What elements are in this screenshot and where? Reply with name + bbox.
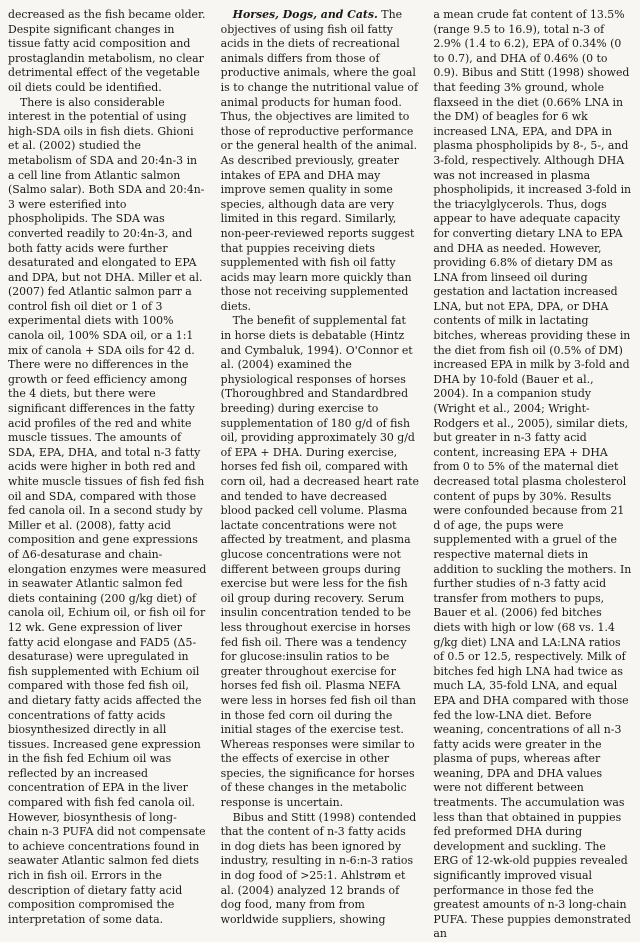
paragraph: There is also considerable interest in the potential of using high-SDA oils in fish diets. Ghioni et al. (2002) studied the metabolism of SDA and 20:4n-3 in a cell line from Atlantic salmon (Salmo salar). Both SDA and 20:4n-3 were esterified into phospholipids. The SDA was converted readily to 20:4n-3, and both fatty acids were further desaturated and elongated to EPA and DPA, but not DHA. Miller et al. (2007) fed Atlantic salmon parr a control fish oil diet or 1 of 3 experimental diets with 100% canola oil, 100% SDA oil, or a 1:1 mix of canola + SDA oils for 42 d. There were no differences in the growth or feed efficiency among the 4 diets, but there were significant differences in the fatty acid profiles of the red and white muscle tissues. The amounts of SDA, EPA, DHA, and total n-3 fatty acids were higher in both red and white muscle tissues of fish fed fish oil and SDA, compared with those fed canola oil. In a second study by Miller et al. (2008), fatty acid composition and gene expressions of Δ6-desaturase and chain-elongation enzymes were measured in seawater Atlantic salmon fed diets containing (200 g/kg diet) of canola oil, Echium oil, or fish oil for 12 wk. Gene expression of liver fatty acid elongase and FAD5 (Δ5-desaturase) were upregulated in fish supplemented with Echium oil compared with those fed fish oil, and dietary fatty acids affected the concentrations of fatty acids biosynthesized directly in all tissues. Increased gene expression in the fish fed Echium oil was reflected by an increased concentration of EPA in the liver compared with fish fed canola oil. However, biosynthesis of long-chain n-3 PUFA did not compensate to achieve concentrations found in seawater Atlantic salmon fed diets rich in fish oil. Errors in the description of dietary fatty acid composition compromised the interpretation of some data. — [8, 95, 207, 926]
paragraph: decreased as the fish became older. Despite significant changes in tissue fatty acid composition and prostaglandin metabolism, no clear detrimental effect of the vegetable oil diets could be identified. — [8, 8, 206, 94]
paragraph: Bibus and Stitt (1998) contended that the content of n-3 fatty acids in dog diets has been ignored by industry, resulting in n-6:n-3 ratios in dog food of >25:1. Ahlstrøm et al. (2004) analyzed 12 brands of dog food, many from from worldwide suppliers, showing — [220, 810, 417, 926]
column-middle — [220, 8, 420, 926]
column-left — [8, 8, 207, 926]
paragraph — [221, 8, 420, 314]
section-heading: Horses, Dogs, and Cats. — [232, 8, 378, 21]
paragraph-text: The objectives of using fish oil fatty acids in the diets of recreational animals differs from those of productive animals, where the goal is to change the nutritional value of animal products for human food. Thus, the objectives are limited to those of reproductive performance or the general health of the animal. As described previously, greater intakes of EPA and DHA may improve semen quality in some species, although data are very limited in this regard. Similarly, non-peer-reviewed reports suggest that puppies receiving diets supplemented with fish oil fatty acids may learn more quickly than those not receiving supplemented diets. — [220, 8, 418, 313]
paragraph: a mean crude fat content of 13.5% (range 9.5 to 16.9), total n-3 of 2.9% (1.4 to 6.2), EPA of 0.34% (0 to 0.7), and DHA of 0.46% (0 to 0.9). Bibus and Stitt (1998) showed that feeding 3% ground, whole flaxseed in the diet (0.66% LNA in the DM) of beagles for 6 wk increased LNA, EPA, and DPA in plasma phospholipids by 8-, 5-, and 3-fold, respectively. Although DHA was not increased in plasma phospholipids, it increased 3-fold in the triacylglycerols. Thus, dogs appear to have adequate capacity for converting dietary LNA to EPA and DHA as needed. However, providing 6.8% of dietary DM as LNA from linseed oil during gestation and lactation increased LNA, but not EPA, DPA, or DHA contents of milk in lactating bitches, whereas providing these in the diet from fish oil (0.5% of DM) increased EPA in milk by 3-fold and DHA by 10-fold (Bauer et al., 2004). In a companion study (Wright et al., 2004; Wright-Rodgers et al., 2005), similar diets, but greater in n-3 fatty acid content, increasing EPA + DHA from 0 to 5% of the maternal diet decreased total plasma cholesterol content of pups by 30%. Results were confounded because from 21 d of age, the pups were supplemented with a gruel of the respective maternal diets in addition to suckling the mothers. In further studies of n-3 fatty acid transfer from mothers to pups, Bauer et al. (2006) fed bitches diets with high or low (68 vs. 1.4 g/kg diet) LNA and LA:LNA ratios of 0.5 or 12.5, respectively. Milk of bitches fed high LNA had twice as much LA, 35-fold LNA, and equal EPA and DHA compared with those fed the low-LNA diet. Before weaning, concentrations of all n-3 fatty acids were greater in the plasma of pups, whereas after weaning, DPA and DHA values were not different between treatments. The accumulation was less than that obtained in puppies fed preformed DHA during development and suckling. The ERG of 12-wk-old puppies revealed significantly improved visual performance in those fed the greatest amounts of n-3 long-chain PUFA. These puppies demonstrated an — [433, 8, 632, 941]
column-right — [433, 8, 632, 941]
paragraph: The benefit of supplemental fat in horse diets is debatable (Hintz and Cymbaluk, 1994). O'Connor et al. (2004) examined the physiological responses of horses (Thoroughbred and Standardbred breeding) during exercise to supplementation of 180 g/d of fish oil, providing approximately 30 g/d of EPA + DHA. During exercise, horses fed fish oil, compared with corn oil, had a decreased heart rate and tended to have decreased blood packed cell volume. Plasma lactate concentrations were not affected by treatment, and plasma glucose concentrations were not different between groups during exercise but were less for the fish oil group during recovery. Serum insulin concentration tended to be less throughout exercise in horses fed fish oil. There was a tendency for glucose:insulin ratios to be greater throughout exercise for horses fed fish oil. Plasma NEFA were less in horses fed fish oil than in those fed corn oil during the initial stages of the exercise test. Whereas responses were similar to the effects of exercise in other species, the significance for horses of these changes in the metabolic response is uncertain. — [220, 314, 419, 810]
